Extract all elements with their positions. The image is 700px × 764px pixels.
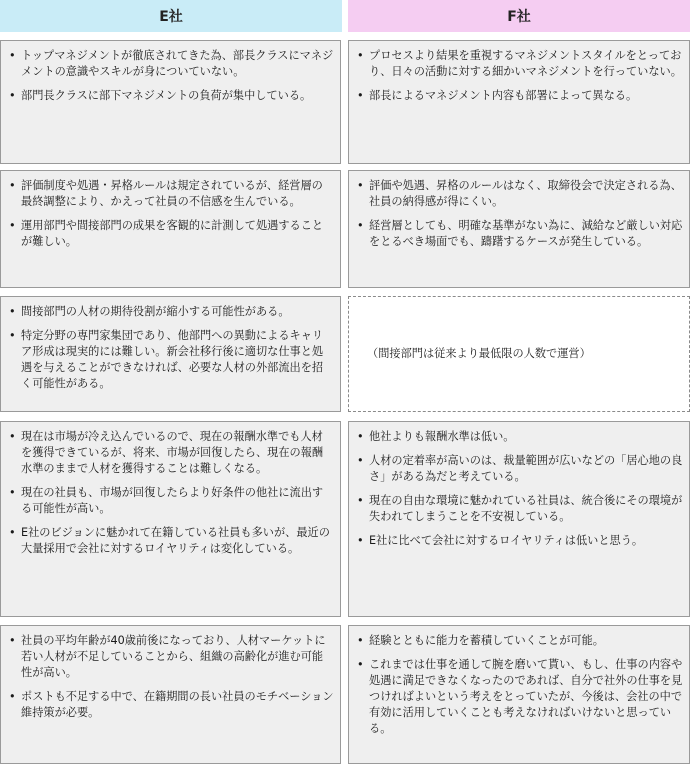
- bullet-item: • 経験とともに能力を蓄積していくことが可能。: [355, 633, 683, 649]
- cell-f-evaluation: [348, 170, 690, 288]
- cell-f-management: [348, 40, 690, 164]
- bullet-item: • 現在の社員も、市場が回復したらより好条件の他社に流出する可能性が高い。: [7, 485, 334, 517]
- bullet-item: • 部門長クラスに部下マネジメントの負荷が集中している。: [7, 88, 334, 104]
- bullet-item: • 部長によるマネジメント内容も部署によって異なる。: [355, 88, 683, 104]
- bullet-item: • 現在の自由な環境に魅かれている社員は、統合後にその環境が失われてしまうことを不安視している。: [355, 493, 683, 525]
- cell-e-indirect-dept: [0, 296, 341, 412]
- bullet-item: • これまでは仕事を通して腕を磨いて貰い、もし、仕事の内容や処遇に満足できなくなったのであれば、自分で社外の仕事を見つければよいという考えをとっていたが、今後は、会社の中で有効に活用していくことも考えなければいけないと思っている。: [355, 657, 683, 737]
- cell-e-evaluation: [0, 170, 341, 288]
- bullet-item: • 人材の定着率が高いのは、裁量範囲が広いなどの「居心地の良さ」がある為だと考えている。: [355, 453, 683, 485]
- cell-e-age-career: [0, 625, 341, 764]
- bullet-item: • 運用部門や間接部門の成果を客観的に計測して処遇することが難しい。: [7, 218, 334, 250]
- bullet-item: • 評価制度や処遇・昇格ルールは規定されているが、経営層の最終調整により、かえって社員の不信感を生んでいる。: [7, 178, 334, 210]
- cell-f-age-career: [348, 625, 690, 764]
- cell-e-compensation: [0, 421, 341, 617]
- indirect-dept-note: （間接部門は従来より最低限の人数で運営）: [367, 347, 591, 360]
- bullet-item: • 間接部門の人材の期待役割が縮小する可能性がある。: [7, 304, 334, 320]
- cell-f-indirect-dept: [348, 296, 690, 412]
- bullet-item: • 経営層としても、明確な基準がない為に、減給など厳しい対応をとるべき場面でも、躊躇するケースが発生している。: [355, 218, 683, 250]
- bullet-item: • 他社よりも報酬水準は低い。: [355, 429, 683, 445]
- bullet-item: • 特定分野の専門家集団であり、他部門への異動によるキャリア形成は現実的には難しい。新会社移行後に適切な仕事と処遇を与えることができなければ、必要な人材の外部流出を招く可能性がある。: [7, 328, 334, 392]
- bullet-item: • 社員の平均年齢が40歳前後になっており、人材マーケットに若い人材が不足していることから、組織の高齢化が進む可能性が高い。: [7, 633, 334, 681]
- bullet-item: • 評価や処遇、昇格のルールはなく、取締役会で決定される為、社員の納得感が得にくい。: [355, 178, 683, 210]
- cell-e-management: [0, 40, 341, 164]
- bullet-item: • トップマネジメントが徹底されてきた為、部長クラスにマネジメントの意識やスキルが身についていない。: [7, 48, 334, 80]
- bullet-item: • E社に比べて会社に対するロイヤリティは低いと思う。: [355, 533, 683, 549]
- header-e-company: E社: [0, 0, 342, 32]
- bullet-item: • E社のビジョンに魅かれて在籍している社員も多いが、最近の大量採用で会社に対するロイヤリティは変化している。: [7, 525, 334, 557]
- header-f-company: F社: [348, 0, 690, 32]
- bullet-item: • 現在は市場が冷え込んでいるので、現在の報酬水準でも人材を獲得できているが、将来、市場が回復したら、現在の報酬水準のままで人材を獲得することは難しくなる。: [7, 429, 334, 477]
- bullet-item: • ポストも不足する中で、在籍期間の長い社員のモチベーション維持策が必要。: [7, 689, 334, 721]
- cell-f-compensation: [348, 421, 690, 617]
- bullet-item: • プロセスより結果を重視するマネジメントスタイルをとっており、日々の活動に対する細かいマネジメントを行っていない。: [355, 48, 683, 80]
